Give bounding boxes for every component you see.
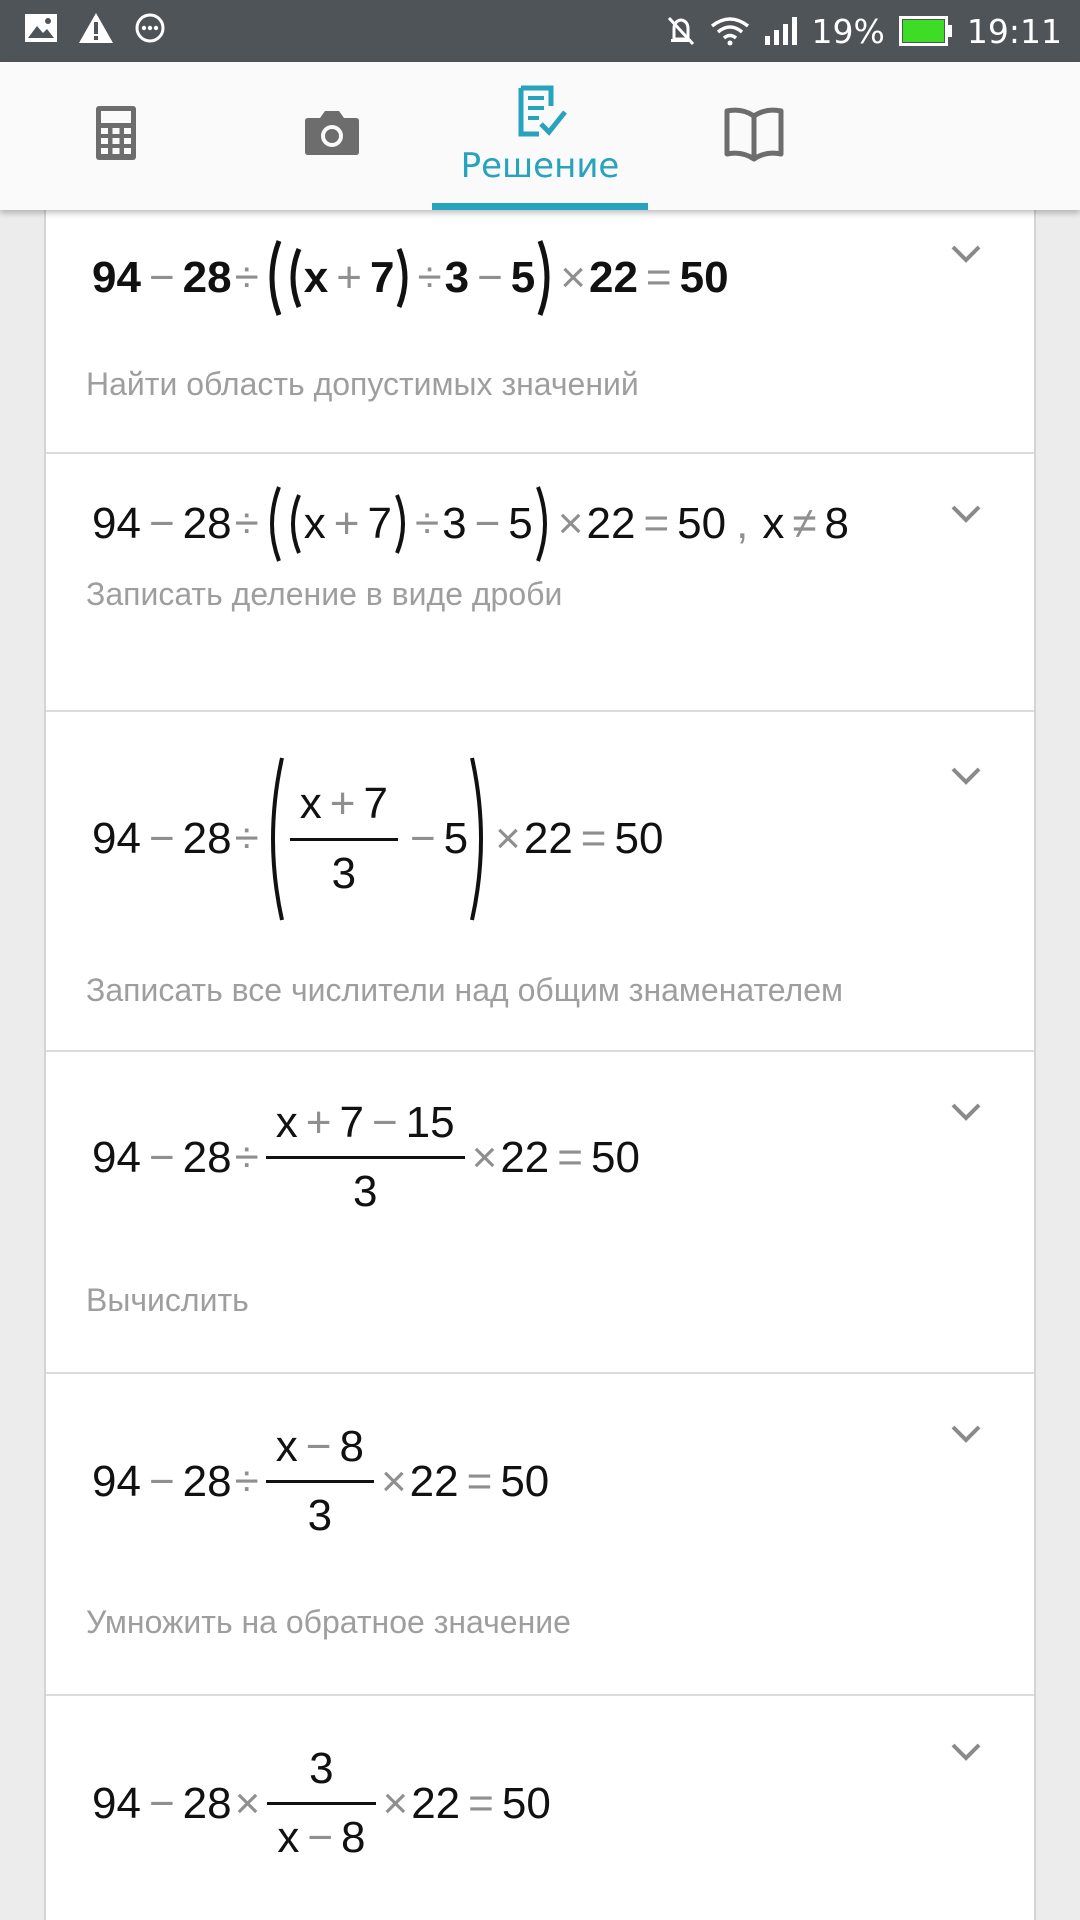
image-icon — [24, 13, 58, 43]
operator: − — [305, 1422, 332, 1471]
operator: ÷ — [234, 253, 259, 302]
active-tab-indicator — [432, 203, 648, 210]
close-paren — [394, 246, 414, 310]
step-4-description: Вычислить — [86, 1282, 249, 1318]
term: 28 — [182, 1132, 232, 1182]
term: 28 — [182, 1778, 232, 1828]
status-bar — [0, 0, 1080, 62]
notification-icons — [24, 12, 166, 44]
operator: + — [305, 1098, 332, 1147]
numerator — [266, 1100, 465, 1156]
warning-icon — [78, 12, 114, 44]
chevron-down-icon[interactable] — [950, 1742, 982, 1762]
clock: 19:11 — [966, 11, 1062, 51]
open-paren — [284, 492, 304, 556]
book-icon — [724, 106, 784, 162]
variable: x — [275, 1098, 298, 1147]
operator: − — [148, 499, 175, 548]
step-6[interactable] — [46, 1694, 1034, 1920]
operator: − — [148, 1456, 175, 1506]
open-paren — [262, 238, 284, 318]
step-2-description: Записать деление в виде дроби — [86, 576, 563, 612]
signal-icon — [764, 16, 798, 46]
chevron-down-icon[interactable] — [950, 244, 982, 264]
battery-percent: 19% — [811, 11, 885, 51]
tab-book[interactable] — [646, 62, 862, 210]
term: 22 — [411, 1778, 461, 1828]
fraction — [267, 1746, 375, 1861]
operator: − — [409, 814, 436, 863]
operator: = — [468, 1778, 494, 1828]
open-paren — [262, 754, 286, 924]
term: 94 — [92, 1132, 141, 1182]
step-4-expression — [92, 1100, 640, 1215]
operator: ÷ — [414, 499, 440, 548]
operator: ÷ — [234, 814, 259, 863]
chevron-down-icon[interactable] — [950, 1102, 982, 1122]
operator: × — [495, 814, 521, 863]
step-6-expression — [92, 1746, 551, 1861]
operator: = — [643, 499, 670, 548]
term: 50 — [590, 1132, 640, 1182]
variable: x — [299, 779, 322, 829]
chevron-down-icon[interactable] — [950, 1424, 982, 1444]
variable: x — [303, 253, 329, 302]
solution-icon — [513, 84, 567, 140]
operator: × — [234, 1778, 261, 1828]
operator: − — [148, 1132, 175, 1182]
operator: ÷ — [234, 499, 259, 548]
operator: + — [336, 253, 362, 302]
operator: − — [148, 253, 175, 302]
term: 50 — [677, 499, 727, 548]
term: 50 — [500, 1456, 550, 1506]
variable: x — [275, 1422, 298, 1471]
denominator — [267, 1805, 375, 1861]
term: 50 — [679, 253, 729, 302]
numerator — [266, 1424, 374, 1480]
term: 22 — [500, 1132, 550, 1182]
term: 15 — [405, 1098, 455, 1147]
open-paren — [284, 246, 304, 310]
step-3-expression — [92, 754, 663, 924]
term: 28 — [182, 499, 232, 548]
operator: − — [474, 499, 501, 548]
operator: × — [380, 1456, 407, 1506]
variable: x — [277, 1813, 300, 1863]
operator: + — [333, 499, 360, 548]
denominator: 3 — [352, 1167, 378, 1217]
term: 3 — [444, 253, 470, 302]
step-1-expression — [92, 238, 729, 318]
term: 5 — [508, 499, 533, 548]
term: 7 — [369, 253, 395, 302]
term: 22 — [586, 499, 636, 548]
term: 22 — [588, 253, 638, 302]
numerator — [290, 781, 398, 837]
term: 8 — [339, 1422, 364, 1471]
operator: + — [329, 779, 356, 829]
term: 94 — [92, 499, 141, 548]
operator: − — [307, 1813, 334, 1863]
operator: ÷ — [234, 1132, 259, 1182]
open-paren — [262, 484, 284, 564]
system-icons — [666, 0, 1062, 62]
fraction — [266, 1424, 374, 1539]
tab-calculator[interactable] — [8, 62, 224, 210]
denominator: 3 — [307, 1491, 333, 1541]
step-3[interactable] — [46, 710, 1034, 1052]
operator: − — [148, 1778, 175, 1828]
term: 28 — [182, 1456, 232, 1506]
term: 8 — [341, 1813, 366, 1863]
term: 50 — [614, 814, 664, 863]
fraction — [290, 781, 398, 896]
more-icon — [134, 12, 166, 44]
chevron-down-icon[interactable] — [950, 766, 982, 786]
term: 22 — [409, 1456, 459, 1506]
term: 94 — [92, 1778, 141, 1828]
operator: − — [371, 1098, 398, 1147]
operator: = — [580, 814, 607, 863]
mute-icon — [666, 15, 696, 47]
term: 94 — [92, 814, 141, 863]
denominator: 3 — [331, 848, 357, 898]
separator: , — [736, 499, 749, 548]
tab-camera[interactable] — [224, 62, 440, 210]
step-5[interactable] — [46, 1372, 1034, 1696]
step-5-description: Умножить на обратное значение — [86, 1604, 571, 1640]
close-paren — [533, 484, 555, 564]
term: 50 — [501, 1778, 551, 1828]
operator: − — [477, 253, 503, 302]
operator: ≠ — [792, 499, 817, 548]
tab-bar — [0, 62, 1080, 210]
tab-solution-label: Решение — [460, 146, 620, 186]
fraction — [266, 1100, 465, 1215]
step-1-description: Найти область допустимых значений — [86, 366, 639, 402]
operator: = — [466, 1456, 493, 1506]
term: 22 — [523, 814, 573, 863]
battery-icon — [899, 16, 953, 46]
calculator-icon — [96, 106, 136, 160]
operator: = — [557, 1132, 583, 1182]
chevron-down-icon[interactable] — [950, 504, 982, 524]
step-1[interactable] — [46, 210, 1034, 454]
operator: × — [560, 253, 586, 302]
term: 5 — [443, 814, 469, 863]
term: 28 — [182, 253, 232, 302]
close-paren — [535, 238, 557, 318]
step-4[interactable] — [46, 1050, 1034, 1374]
solution-steps — [44, 210, 1036, 1920]
wifi-icon — [710, 16, 750, 46]
camera-icon — [304, 108, 360, 156]
term: 7 — [367, 499, 392, 548]
term: 94 — [92, 253, 141, 302]
operator: ÷ — [417, 253, 442, 302]
operator: ÷ — [234, 1456, 259, 1506]
step-2-expression — [92, 484, 849, 564]
term: 94 — [92, 1456, 141, 1506]
variable: x — [762, 499, 785, 548]
tab-solution[interactable] — [432, 62, 648, 210]
numerator: 3 — [309, 1744, 334, 1793]
close-paren — [392, 492, 412, 556]
step-2[interactable] — [46, 452, 1034, 712]
close-paren — [468, 754, 492, 924]
step-3-description: Записать все числители над общим знаменателем — [86, 972, 843, 1008]
operator: − — [148, 814, 175, 863]
term: 7 — [339, 1098, 364, 1147]
term: 7 — [363, 779, 388, 829]
operator: × — [382, 1778, 409, 1828]
operator: = — [645, 253, 672, 302]
variable: x — [303, 499, 326, 548]
operator: × — [557, 499, 584, 548]
term: 28 — [182, 814, 232, 863]
term: 5 — [510, 253, 536, 302]
step-5-expression — [92, 1424, 549, 1539]
operator: × — [471, 1132, 498, 1182]
term: 3 — [442, 499, 467, 548]
term: 8 — [824, 499, 849, 548]
